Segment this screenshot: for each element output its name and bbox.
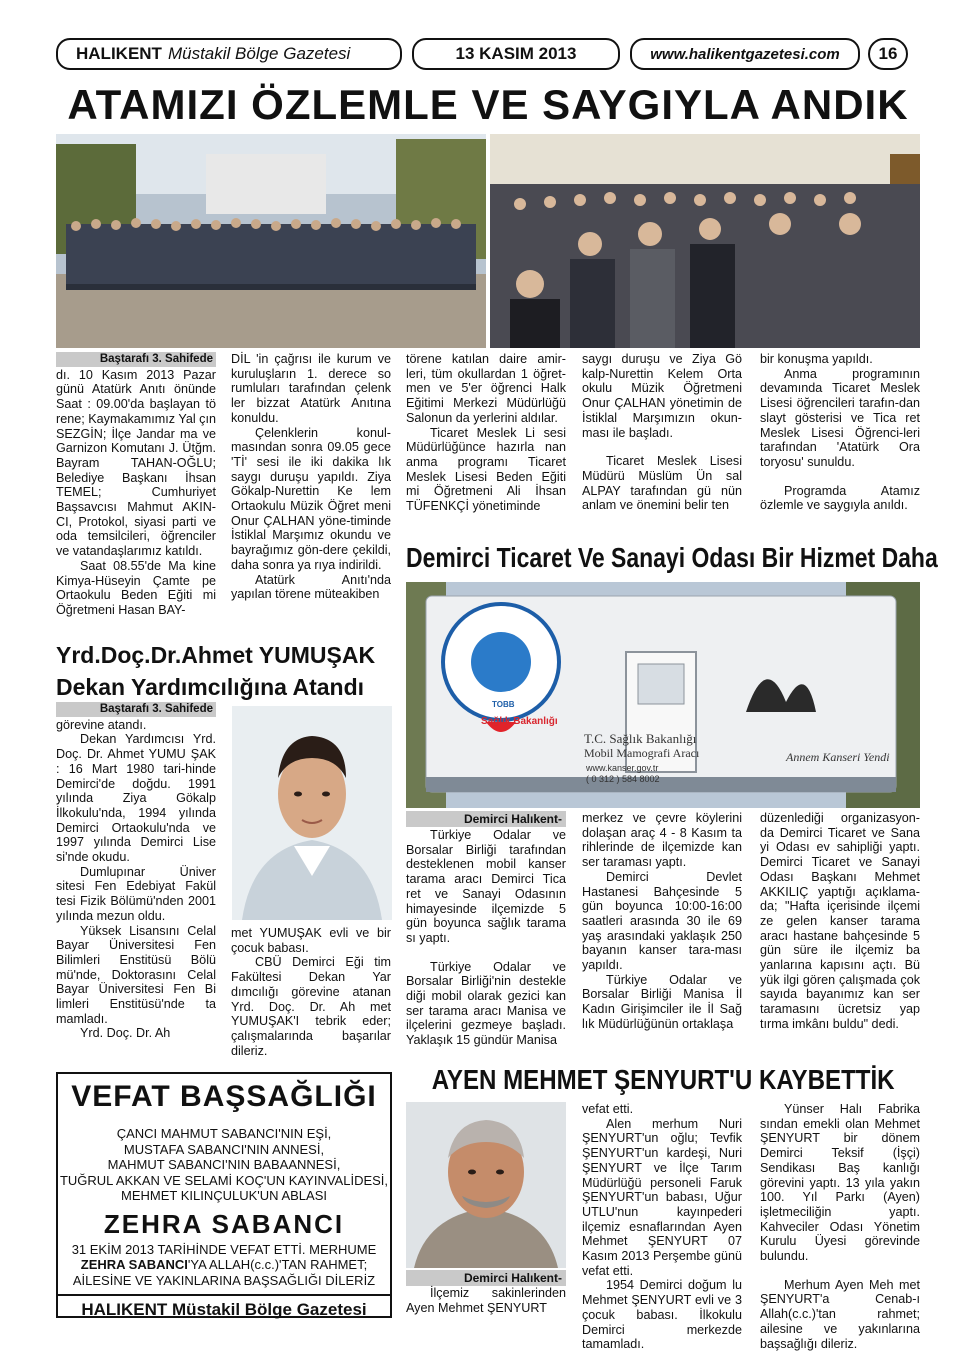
condolence-line-4: TUĞRUL AKKAN VE SELAMİ KOÇ'UN KAYINVALİDESİ, <box>59 1172 389 1188</box>
article1-col3 <box>406 352 566 532</box>
deceased-name: ZEHRA SABANCI <box>103 1208 345 1239</box>
condolence-line-c: AİLESİNE VE YAKINLARINA BAŞSAĞLIĞI DİLERİZ <box>72 1272 376 1288</box>
condolence-footer: HALIKENT Müstakil Bölge Gazetesi <box>58 1294 390 1321</box>
masthead-italic: Müstakil Bölge Gazetesi <box>167 44 351 63</box>
dean-headline-1: Yrd.Doç.Dr.Ahmet YUMUŞAK <box>56 642 376 668</box>
issue-date: 13 KASIM 2013 <box>412 38 620 70</box>
article1-col3-p2: Ticaret Meslek Li sesi Müdürlüğünce hazırla nan anma programı Ticaret Meslek Lisesi Beden Eğiti mi Öğretmeni Ali İhsan TÜFENKÇİ yönetiminde <box>406 425 566 514</box>
article2-col2 <box>231 926 391 1066</box>
article3-col3 <box>760 811 920 1061</box>
dean-headline-2: Dekan Yardımcılığına Atandı <box>56 674 365 700</box>
article1-col4-p2: Ticaret Meslek Lisesi Müdürü Müslüm Ün sal ALPAY tarafından gü nün anlam ve önemini belir ten <box>582 454 742 513</box>
article4-col2-p2: Alen merhum Nuri ŞENYURT'un oğlu; Tevfik ŞENYURT'un kardeşi, Nuri ŞENYURT ve İlçe Tarım Müdürlüğü personeli Faruk ŞENYURT'un babası, Uğur UTLU'nun kayınpederi ilçemiz esnaflarından Ayen Mehmet ŞENYURT 07 Kasım 2013 Perşembe günü vefat etti. <box>582 1116 742 1278</box>
truck-phone: ( 0 312 ) 584 8002 <box>586 774 660 784</box>
condolence-line-5: MEHMET KILINÇULUK'UN ABLASI <box>121 1188 327 1203</box>
article2-col1-p3: Dumlupınar Üniver sitesi Fen Edebiyat Fakül tesi Fizik Bölümü'nden 2001 yılında mezun oldu. <box>56 864 216 923</box>
website[interactable]: www.halikentgazetesi.com <box>630 38 860 70</box>
ahmet-yumusak-portrait <box>232 706 392 920</box>
article1-col2 <box>231 352 391 637</box>
truck-web: www.kanser.gov.tr <box>586 763 659 773</box>
article1-col5-p2: Anma programının devamında Ticaret Meslek Lisesi öğrencileri tarafın-dan slayt gösterisi ve Tica ret Meslek Lisesi Öğrenci-leri tarafından 'Atatürk Ora toryosu' sunuldu. <box>760 366 920 469</box>
tobb-seal: TOBB <box>492 700 515 709</box>
article1-col5 <box>760 352 920 532</box>
article1-col5-p3: Programda Atamız özlemle ve saygıyla anıldı. <box>760 483 920 513</box>
article4-col3 <box>760 1102 920 1351</box>
main-headline: ATAMIZI ÖZLEMLE VE SAYGIYLA ANDIK <box>67 81 909 128</box>
article3-col2 <box>582 811 742 1061</box>
article3-col2-p2: Demirci Devlet Hastanesi Bahçesinde 5 gün boyunca 10:00-16:00 saatleri arasında 30 ile 69 yaş arasındaki yaklaşık 250 bayanın kanser tara-ması yapıldı. <box>582 869 742 973</box>
article1-col4-p1: saygı duruşu ve Ziya Gö kalp-Nurettin Kelem Orta okulu Müzik Öğretmeni Onur ÇALHAN yönetimin de İstiklal Marşımızın okun-ması ile başladı. <box>582 352 742 440</box>
article1-col2-p2: Çelenklerin konul-masından sonra 09.05 gece 'Tİ' sesi ile iki dakika lık saygı duruşu yapıldı. Ziya Gökalp-Nurettin Ke lem Ortaokulu Müzik Öğret meni Onur ÇALHAN yöne-timinde İstiklal Marşımız okundu ve bayrağımız gön-dere çekildi, daha sonra ya rıya indirildi. <box>231 425 391 572</box>
article4-col3-p2: Merhum Ayen Meh met ŞENYURT'a Cenab-ı Allah(c.c.)'tan rahmet; ailesine ve yakınlarına başsağlığı dileriz. <box>760 1277 920 1351</box>
condolence-line-b <box>58 1257 390 1273</box>
article3-col1-p1: Türkiye Odalar ve Borsalar Birliği tarafından desteklenen mobil kanser tarama aracı Demirci Tica ret ve Sanayi Odasının himayesinde ilçemizde 5 gün boyunca sağlık tarama sı yaptı. <box>406 828 566 945</box>
condolence-title: VEFAT BAŞSAĞLIĞI <box>71 1080 377 1113</box>
ceremony-hall-photo <box>490 134 920 348</box>
condolence-line-a: 31 EKİM 2013 TARİHİNDE VEFAT ETTİ. MERHUME <box>71 1241 377 1257</box>
article1-col1-p1: dı. 10 Kasım 2013 Pazar günü Atatürk Anıtı önünde Saat : 09.00'da başlayan tö rene; Kaymakamımız Yal çın SEZGİN; İlçe Jandar ma ve Garnizon Komutanı J. Ütğm. Bayram TAHAN-OĞLU; Belediye Başkanı İhsan TEMEL; Cumhuriyet Başsavcısı Mahmut AKIN-CI, Protokol, siyasi parti ve oda temsilcileri, öğrenciler ve vatandaşlarımız katıldı. <box>56 367 216 559</box>
article2-col1-p1: görevine atandı. <box>56 717 147 732</box>
masthead <box>56 38 402 70</box>
continued-label-2: Baştarafı 3. Sahifede <box>56 702 216 717</box>
senyurt-caption: Demirci Halıkent- <box>406 1270 566 1286</box>
article4-col2 <box>582 1102 742 1352</box>
article4-col1 <box>406 1286 566 1320</box>
masthead-bold: HALIKENT <box>76 44 162 63</box>
article4-col3-p1: Yünser Halı Fabrika sından emekli olan Mehmet ŞENYURT bir dönem Demirci Teksif (İşçi) Sendikası Baş kanlığı görevini yaptı. 13 yıla yakın 100. Yıl Parkı (Ayen) işletmeciliğin yaptı. Kahveciler Odası Yönetim Kurulu Üyesi görevinde bulundu. <box>760 1102 920 1264</box>
article2-col2-p2: CBÜ Demirci Eği tim Fakültesi Dekan Yar dımcılığı görevine atanan Yrd. Doç. Dr. Ah met YUMUŞAK'I tebrik eder; çalışmalarında başarılar dileriz. <box>231 955 391 1058</box>
article4-col1-p1: İlçemiz sakinlerinden Ayen Mehmet ŞENYURT <box>406 1286 566 1315</box>
article1-col5-p1: bir konuşma yapıldı. <box>760 352 873 366</box>
condolence-line-2: MUSTAFA SABANCI'NIN ANNESİ, <box>123 1141 325 1157</box>
condolence-line-b-rest: 'YA ALLAH(c.c.)'TAN RAHMET; <box>187 1257 368 1272</box>
truck-campaign: Annem Kanseri Yendi <box>786 750 890 764</box>
article3-col1-p2: Türkiye Odalar ve Borsalar Birliği'nin destekle diği mobil olarak gezici kan ser tarama aracı Manisa ve ilçelerini gezmeye başladı. Yaklaşık 15 gündür Manisa <box>406 959 566 1048</box>
article3-col2-p3: Türkiye Odalar ve Borsalar Birliği Manisa İl Kadın Girişimciler ile İl Sağ lık Müdürlüğünün ortaklaşa <box>582 972 742 1031</box>
condolence-line-3: MAHMUT SABANCI'NIN BABAANNESİ, <box>107 1157 341 1172</box>
condolence-line-b-bold: ZEHRA SABANCI <box>80 1257 188 1272</box>
article2-col1-p4: Yüksek Lisansını Celal Bayar Üniversitesi Fen Bilimleri Enstitüsü Bölü mü'nde, Doktorasını Celal Bayar Üniversitesi Fen Bi limleri Enstitüsü'nde ta mamladı. <box>56 923 216 1026</box>
article1-col1-p2: Saat 08.55'de Ma kine Kimya-Hüseyin Çamte pe Ortaokulu Beden Eğiti mi Öğretmeni Hasan BAY- <box>56 558 216 617</box>
condolence-line-1: ÇANCI MAHMUT SABANCI'NIN EŞİ, <box>116 1126 332 1141</box>
article1-col3-p1: törene katılan daire amir-leri, tüm okullardan 1 öğret-men ve 5'er öğrenci Halk Eğitimi Merkezi Müdürlüğü Salonun da yerlerini aldılar. <box>406 352 566 425</box>
page-number: 16 <box>868 38 908 70</box>
article4-col2-p1: vefat etti. <box>582 1102 634 1116</box>
article3-col1 <box>406 828 566 1060</box>
ceremony-outdoor-photo <box>56 134 486 348</box>
continued-label: Baştarafı 3. Sahifede <box>56 352 216 367</box>
health-ministry-logo-label: Sağlık Bakanlığı <box>481 716 558 727</box>
tso-headline: Demirci Ticaret Ve Sanayi Odası Bir Hizmet Daha <box>406 542 938 573</box>
tso-caption: Demirci Halıkent- <box>406 811 566 827</box>
article1-col1 <box>56 352 216 637</box>
article3-col2-p1: merkez ve çevre köylerini dolaşan araç 4 - 8 Kasım ta rihlerinde de ilçemizde kan ser taraması yaptı. <box>582 811 742 870</box>
article3-col3-p1: düzenlediği organizasyon-da Demirci Ticaret ve Sana yi Odası ev sahipliği yaptı. Demirci Ticaret ve Sanayi Odası Başkanı Mehmet AKKILIÇ yaptığı açıklama-da; "Hafta içerisinde ilçemi ze gelen kanser tarama aracı hastane bahçesinde 5 gün süre ile ilçemiz ba yanlarına kapısını açtı. Bü yük ilgi gören çalışmada çok sayıda bayanımız kan ser taramasını ücretsiz yap tırma imkânı buldu" dedi. <box>760 811 920 1031</box>
condolence-box <box>56 1072 392 1318</box>
article4-col2-p3: 1954 Demirci doğum lu Mehmet ŞENYURT evli ve 3 çocuk babası. İlkokulu Demirci merkezde tamamladı. <box>582 1278 742 1352</box>
senyurt-headline: AYEN MEHMET ŞENYURT'U KAYBETTİK <box>431 1064 895 1095</box>
truck-vehicle: Mobil Mamografi Aracı <box>584 746 700 760</box>
article2-col1 <box>56 702 216 1066</box>
article2-col2-p1: met YUMUŞAK evli ve bir çocuk babası. <box>231 926 391 955</box>
article1-col2-p1: DİL 'in çağrısı ile kurum ve kuruluşların 1. derece so rumluları tarafından çelenk ler bizzat Atatürk Anıtına konuldu. <box>231 352 391 425</box>
article2-col1-p5: Yrd. Doç. Dr. Ah <box>80 1026 171 1041</box>
article1-col4 <box>582 352 742 532</box>
article1-col2-p3: Atatürk Anıtı'nda yapılan törene müteakiben <box>231 572 391 602</box>
mammography-truck-photo <box>406 582 920 808</box>
truck-ministry: T.C. Sağlık Bakanlığı <box>584 731 697 746</box>
mehmet-senyurt-portrait <box>406 1102 566 1268</box>
article2-col1-p2: Dekan Yardımcısı Yrd. Doç. Dr. Ahmet YUMU ŞAK : 16 Mart 1980 tari-hinde Demirci'de doğdu. 1991 yılında Ziya Gökalp İlkokulu'nda, 1994 yılında Demirci Ortaokulu'nda ve 1997 yılında Demirci Lise si'nde okudu. <box>56 732 216 865</box>
